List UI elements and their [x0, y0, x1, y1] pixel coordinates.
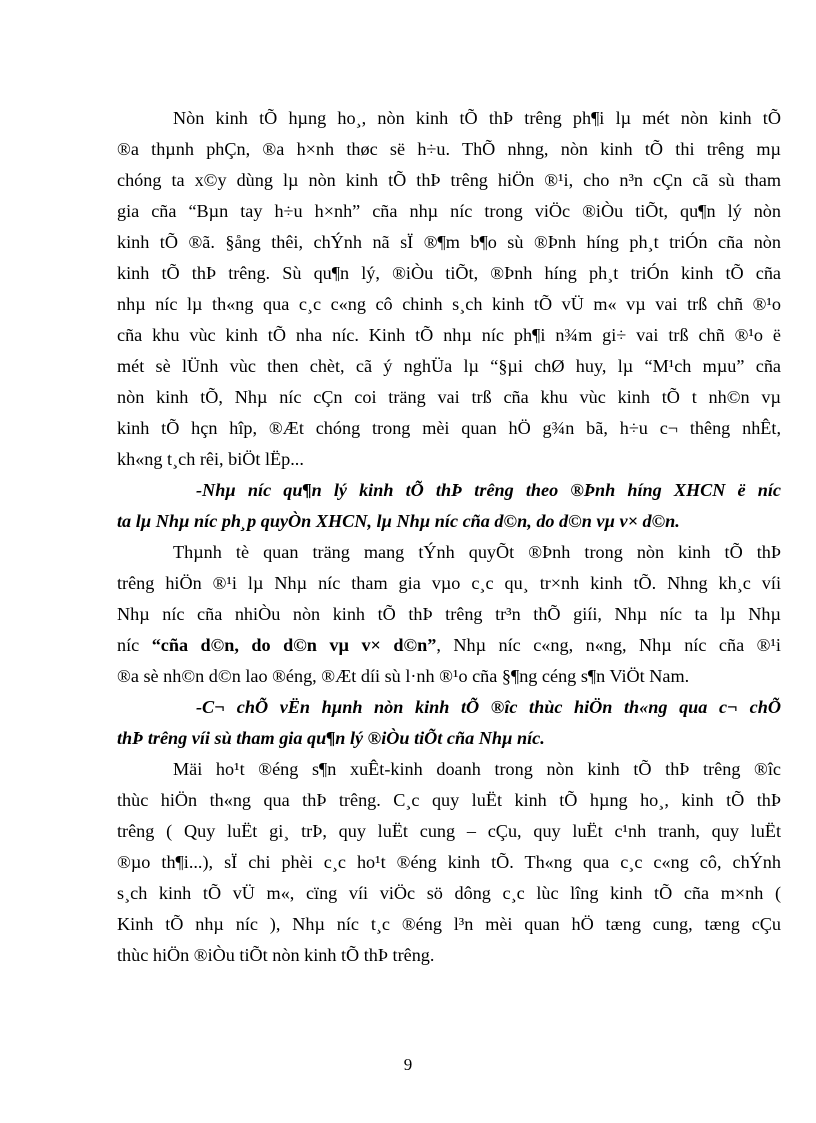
- heading-state-management: [117, 475, 781, 537]
- text-line: kh«ng t¸ch rêi, biÖt lËp...: [117, 449, 304, 469]
- text-line: chóng ta x©y dùng lµ nòn kinh tÕ thÞ trêng hiÖn ®¹i, cho n³n cÇn cã sù tham: [117, 170, 781, 190]
- heading-mechanism: [117, 692, 781, 754]
- text-line: cña khu vùc kinh tÕ nha níc. Kinh tÕ nhµ níc ph¶i n¾m gi÷ vai trß chñ ®¹o ë: [117, 325, 781, 345]
- text-line: thùc hiÖn th«ng qua thÞ trêng. C¸c quy luËt kinh tÕ hµng ho¸, kinh tÕ thÞ: [117, 790, 781, 810]
- text-span: , Nhµ níc c«ng, n«ng, Nhµ níc cña ®¹i: [436, 635, 781, 655]
- paragraph-1: [117, 103, 781, 475]
- text-line-mixed: [117, 630, 781, 661]
- bold-quote: “cña d©n, do d©n vµ v× d©n”: [151, 635, 437, 655]
- text-line: nhµ níc lµ th«ng qua c¸c c«ng cô chinh s¸ch kinh tÕ vÜ m« vµ vai trß chñ ®¹o: [117, 294, 781, 314]
- paragraph-3: [117, 754, 781, 971]
- text-line: gia cña “Bµn tay h÷u h×nh” cña nhµ níc trong viÖc ®iÒu tiÕt, qu¶n lý nòn: [117, 201, 781, 221]
- text-line: ®µo th¶i...), sÏ chi phèi c¸c ho¹t ®éng kinh tÕ. Th«ng qua c¸c c«ng cô, chÝnh: [117, 852, 781, 872]
- heading-line: ta lµ Nhµ níc ph¸p quyÒn XHCN, lµ Nhµ níc cña d©n, do d©n vµ v× d©n.: [117, 511, 680, 531]
- text-line: kinh tÕ thÞ trêng. Sù qu¶n lý, ®iÒu tiÕt, ®Þnh híng ph¸t triÓn kinh tÕ cña: [117, 263, 781, 283]
- paragraph-2: [117, 537, 781, 692]
- text-line: ®a sè nh©n d©n lao ®éng, ®Æt díi sù l·nh ®¹o cña §¶ng céng s¶n ViÖt Nam.: [117, 666, 690, 686]
- heading-line: -Nhµ níc qu¶n lý kinh tÕ thÞ trêng theo ®Þnh híng XHCN ë níc: [196, 480, 781, 500]
- text-span: níc: [117, 635, 152, 655]
- text-line: Nhµ níc cña nhiÒu nòn kinh tÕ thÞ trêng tr³n thÕ giíi, Nhµ níc ta lµ Nhµ: [117, 604, 781, 624]
- heading-line: -C¬ chÕ vËn hµnh nòn kinh tÕ ®îc thùc hiÖn th«ng qua c¬ chÕ: [196, 697, 781, 717]
- text-line: kinh tÕ hçn hîp, ®Æt chóng trong mèi quan hÖ g¾n bã, h÷u c¬ thêng nhÊt,: [117, 418, 781, 438]
- text-line: ®a thµnh phÇn, ®a h×nh thøc së h÷u. ThÕ nhng, nòn kinh tÕ thi trêng mµ: [117, 139, 781, 159]
- text-line: trêng hiÖn ®¹i lµ Nhµ níc tham gia vµo c¸c qu¸ tr×nh kinh tÕ. Nhng kh¸c víi: [117, 573, 781, 593]
- page-number: 9: [403, 1055, 413, 1074]
- text-line: Mäi ho¹t ®éng s¶n xuÊt-kinh doanh trong nòn kinh tÕ thÞ trêng ®îc: [173, 759, 781, 779]
- text-line: thùc hiÖn ®iÒu tiÕt nòn kinh tÕ thÞ trêng.: [117, 945, 435, 965]
- text-line: Kinh tÕ nhµ níc ), Nhµ níc t¸c ®éng l³n mèi quan hÖ tæng cung, tæng cÇu: [117, 914, 781, 934]
- text-line: s¸ch kinh tÕ vÜ m«, cïng víi viÖc sö dông c¸c lùc lîng kinh tÕ cña m×nh (: [117, 883, 781, 903]
- text-line: kinh tÕ ®ã. §ång thêi, chÝnh nã sÏ ®¶m b¶o sù ®Þnh híng ph¸t triÓn cña nòn: [117, 232, 781, 252]
- heading-line: thÞ trêng víi sù tham gia qu¶n lý ®iÒu tiÕt cña Nhµ níc.: [117, 728, 545, 748]
- text-line: Nòn kinh tÕ hµng ho¸, nòn kinh tÕ thÞ trêng ph¶i lµ mét nòn kinh tÕ: [173, 108, 781, 128]
- text-line: trêng ( Quy luËt gi¸ trÞ, quy luËt cung – cÇu, quy luËt c¹nh tranh, quy luËt: [117, 821, 781, 841]
- page-body: [117, 103, 781, 971]
- text-line: nòn kinh tÕ, Nhµ níc cÇn coi träng vai trß cña khu vùc kinh tÕ t nh©n vµ: [117, 387, 781, 407]
- text-line: mét sè lÜnh vùc then chèt, cã ý nghÜa lµ “§µi chØ huy, lµ “M¹ch mµu” cña: [117, 356, 781, 376]
- text-line: Thµnh tè quan träng mang tÝnh quyÕt ®Þnh trong nòn kinh tÕ thÞ: [173, 542, 781, 562]
